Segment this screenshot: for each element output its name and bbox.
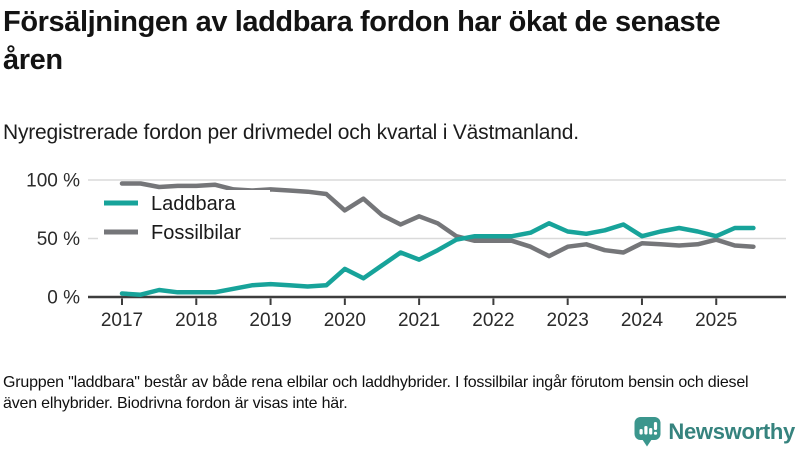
x-axis-label-2025: 2025 (695, 310, 738, 331)
legend-label-laddbara: Laddbara (151, 193, 236, 215)
x-axis-label-2020: 2020 (323, 310, 366, 331)
y-axis-label-100: 100 % (26, 170, 80, 192)
x-axis-label-2019: 2019 (249, 310, 292, 331)
x-axis-label-2023: 2023 (546, 310, 589, 331)
newsworthy-logo-text: Newsworthy (668, 418, 795, 444)
x-axis-label-2022: 2022 (472, 310, 515, 331)
newsworthy-logo-icon (633, 416, 662, 447)
x-axis-label-2024: 2024 (620, 310, 664, 331)
y-axis-label-50: 50 % (36, 229, 80, 250)
legend-label-fossilbilar: Fossilbilar (151, 222, 242, 244)
chart-title: Försäljningen av laddbara fordon har ökat de senaste åren (3, 6, 721, 76)
chart-footnote: Gruppen "laddbara" består av både rena elbilar och laddhybrider. I fossilbilar ingår förutom bensin och diesel även elhybrider. Biodrivna fordon är visas inte här. (3, 374, 749, 413)
newsworthy-logo (633, 416, 795, 447)
x-axis-label-2021: 2021 (397, 310, 441, 331)
line-chart (0, 170, 800, 338)
y-axis-label-0: 0 % (47, 287, 80, 309)
chart-area (0, 170, 800, 338)
x-axis-label-2017: 2017 (100, 310, 144, 331)
x-axis-label-2018: 2018 (175, 310, 218, 331)
chart-subtitle: Nyregistrerade fordon per drivmedel och kvartal i Västmanland. (3, 121, 579, 144)
